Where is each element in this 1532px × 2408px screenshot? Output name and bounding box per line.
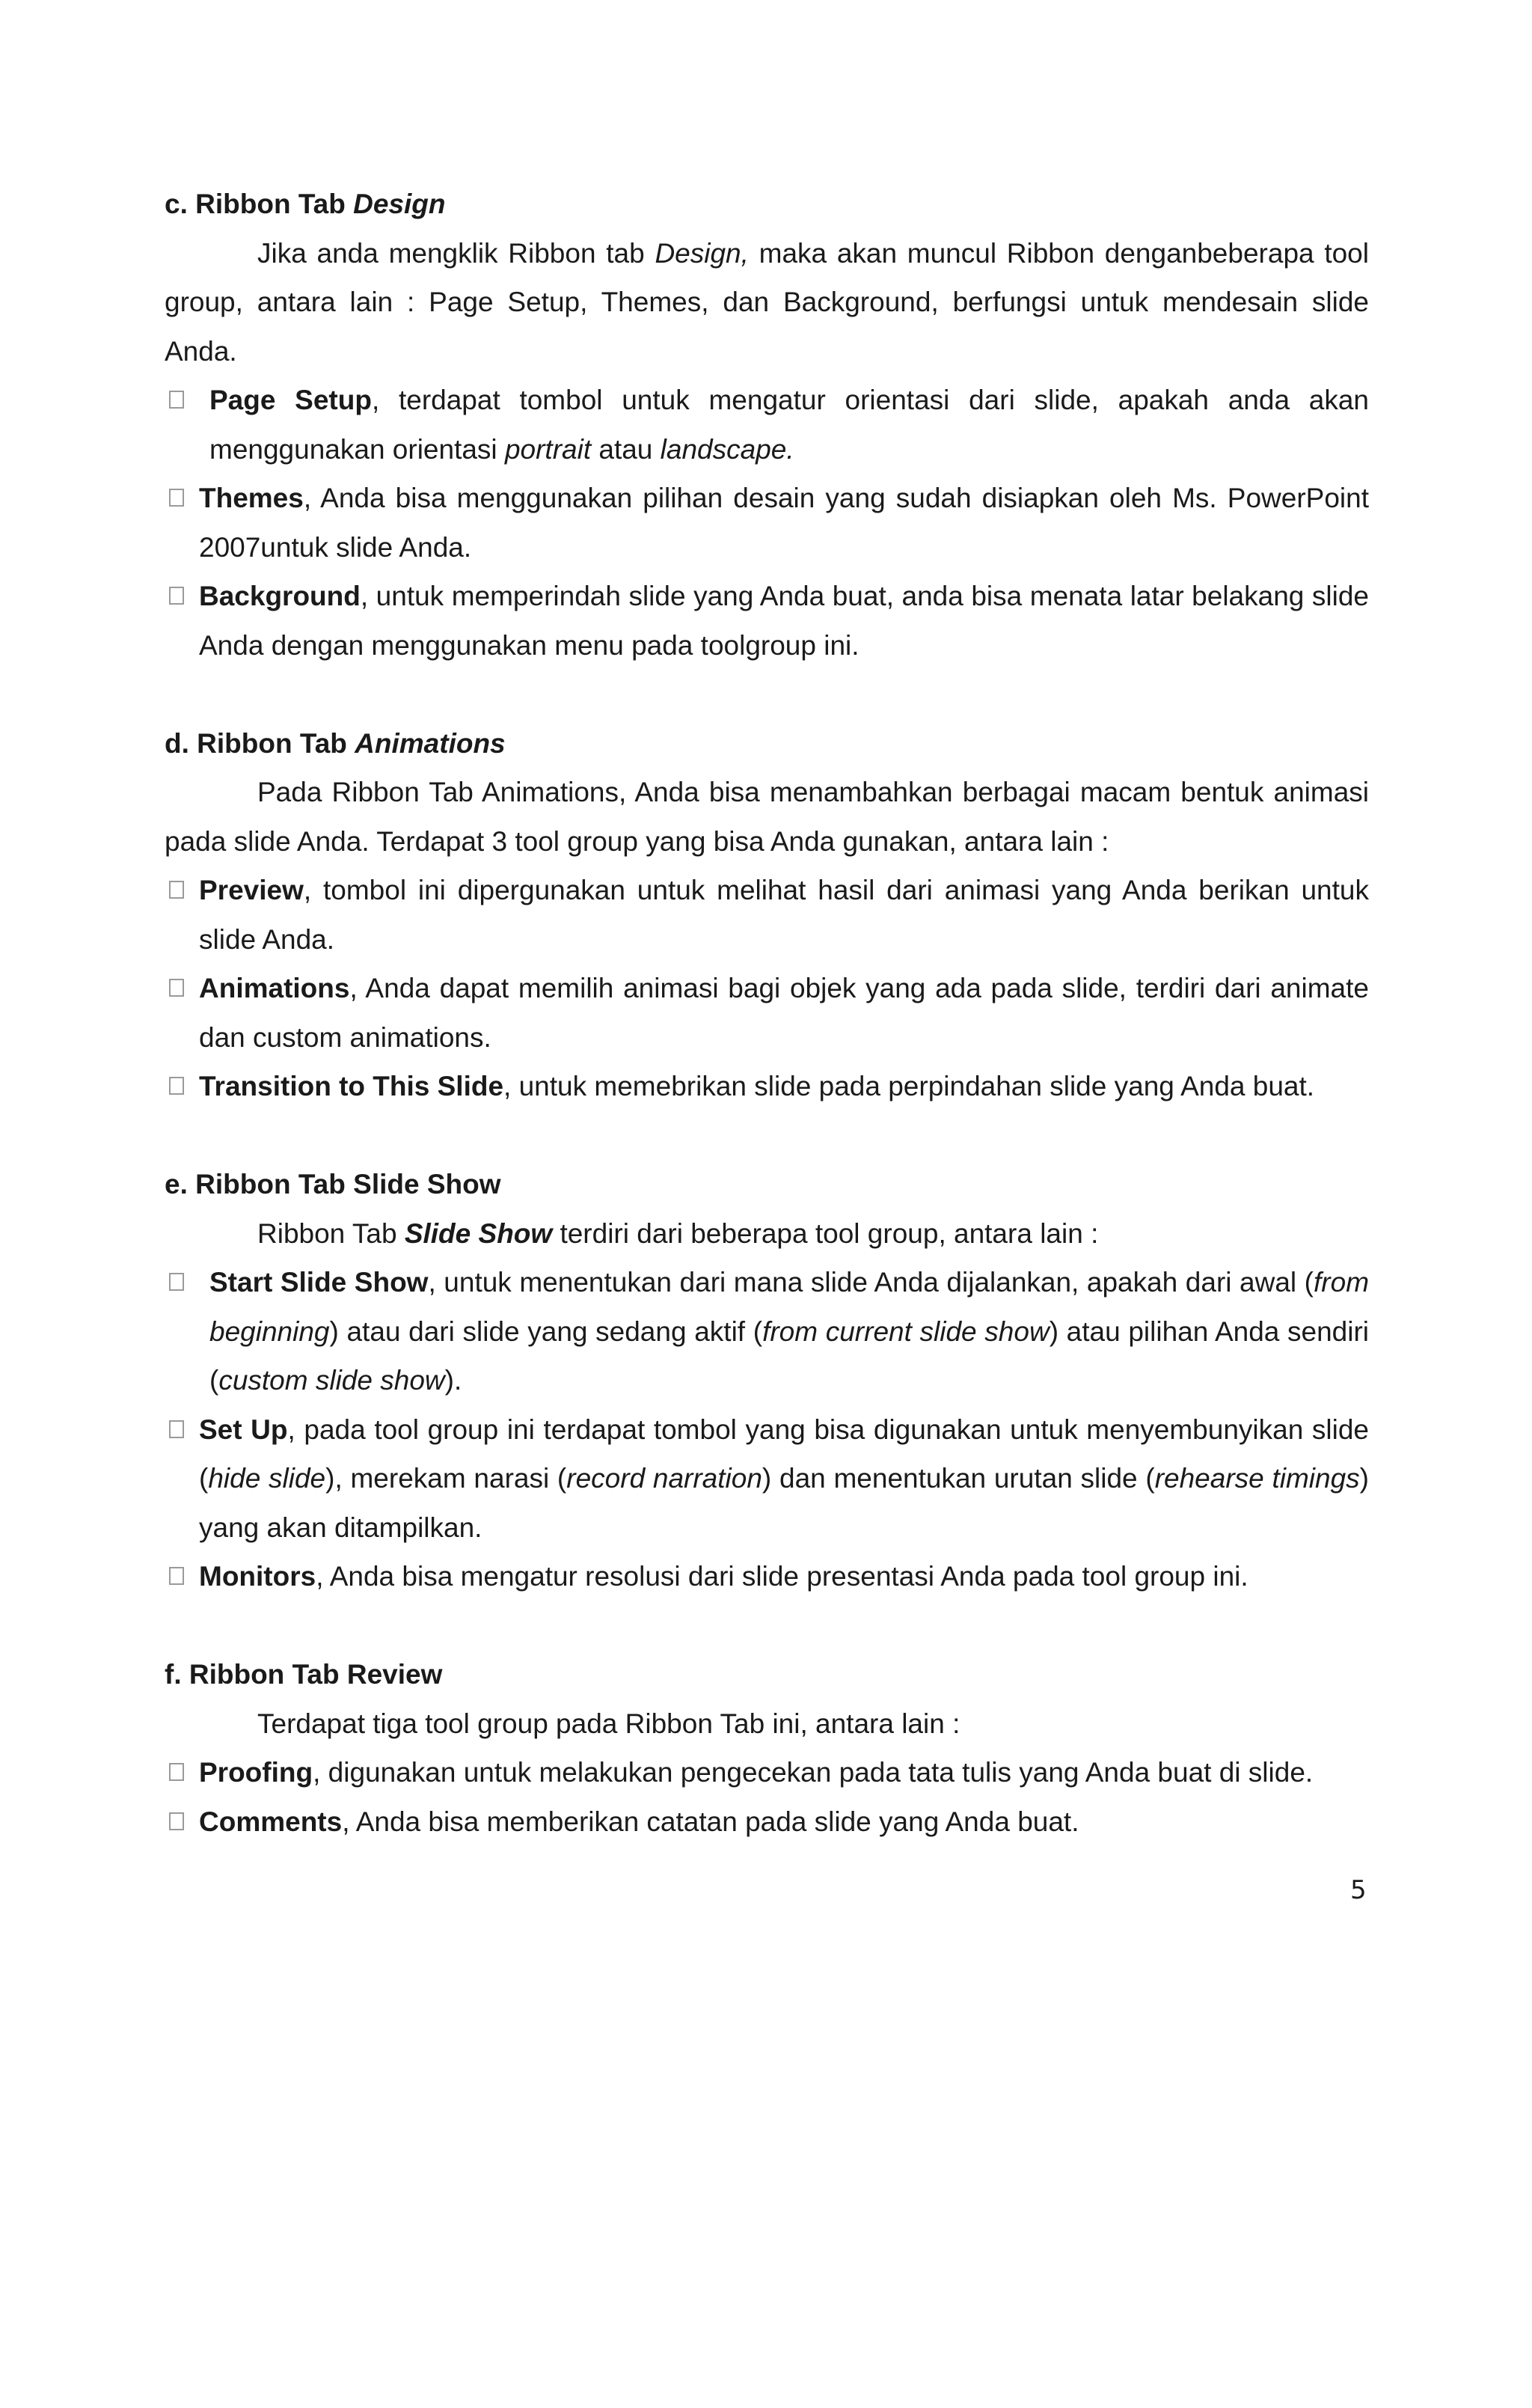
bullet-box-icon (169, 1077, 184, 1095)
list-item-monitors: Monitors, Anda bisa mengatur resolusi dari slide presentasi Anda pada tool group ini. (165, 1552, 1369, 1601)
section-intro: Pada Ribbon Tab Animations, Anda bisa menambahkan berbagai macam bentuk animasi pada slide Anda. Terdapat 3 tool group yang bisa Anda gunakan, antara lain : (165, 777, 1369, 857)
bullet-box-icon (169, 587, 184, 605)
bullet-box-icon (169, 1420, 184, 1438)
list-item-preview: Preview, tombol ini dipergunakan untuk melihat hasil dari animasi yang Anda berikan untuk slide Anda. (165, 866, 1369, 964)
list-item-transition: Transition to This Slide, untuk memebrikan slide pada perpindahan slide yang Anda buat. (165, 1062, 1369, 1111)
bullet-box-icon (169, 1763, 184, 1781)
section-intro: Jika anda mengklik Ribbon tab Design, maka akan muncul Ribbon denganbeberapa tool group, antara lain : Page Setup, Themes, dan Background, berfungsi untuk mendesain slide Anda. (165, 237, 1369, 367)
bullet-box-icon (169, 489, 184, 507)
list-item-proofing: Proofing, digunakan untuk melakukan pengecekan pada tata tulis yang Anda buat di slide. (165, 1748, 1369, 1797)
bullet-box-icon (169, 1567, 184, 1585)
bullet-box-icon (169, 881, 184, 899)
section-design (165, 180, 1369, 670)
section-slide-show (165, 1160, 1369, 1601)
bullet-box-icon (169, 1273, 184, 1291)
bullet-box-icon (169, 1812, 184, 1830)
bullet-box-icon (169, 391, 184, 409)
section-animations (165, 719, 1369, 1111)
list-item-comments: Comments, Anda bisa memberikan catatan pada slide yang Anda buat. (165, 1797, 1369, 1847)
section-heading: d. Ribbon Tab Animations (165, 727, 506, 759)
list-item-background: Background, untuk memperindah slide yang Anda buat, anda bisa menata latar belakang slide Anda dengan menggunakan menu pada toolgroup ini. (165, 572, 1369, 670)
section-heading: e. Ribbon Tab Slide Show (165, 1169, 501, 1200)
list-item-set-up: Set Up, pada tool group ini terdapat tombol yang bisa digunakan untuk menyembunyikan slide (hide slide), merekam narasi (record narration) dan menentukan urutan slide (rehearse timings) yang akan ditampilkan. (165, 1405, 1369, 1553)
section-intro: Terdapat tiga tool group pada Ribbon Tab ini, antara lain : (257, 1708, 960, 1739)
page-number: 5 (1350, 1875, 1367, 1905)
section-review (165, 1650, 1369, 1846)
bullet-box-icon (169, 979, 184, 997)
list-item-start-slide-show: Start Slide Show, untuk menentukan dari mana slide Anda dijalankan, apakah dari awal (from beginning) atau dari slide yang sedang aktif (from current slide show) atau pilihan Anda sendiri (custom slide show). (165, 1258, 1369, 1405)
list-item-page-setup: Page Setup, terdapat tombol untuk mengatur orientasi dari slide, apakah anda akan menggunakan orientasi portrait atau landscape. (165, 376, 1369, 474)
list-item-animations: Animations, Anda dapat memilih animasi bagi objek yang ada pada slide, terdiri dari animate dan custom animations. (165, 964, 1369, 1062)
section-heading: c. Ribbon Tab Design (165, 189, 446, 219)
section-intro: Ribbon Tab Slide Show terdiri dari beberapa tool group, antara lain : (257, 1217, 1099, 1249)
list-item-themes: Themes, Anda bisa menggunakan pilihan desain yang sudah disiapkan oleh Ms. PowerPoint 2007untuk slide Anda. (165, 474, 1369, 572)
document-page (165, 180, 1369, 1846)
section-heading: f. Ribbon Tab Review (165, 1659, 443, 1690)
